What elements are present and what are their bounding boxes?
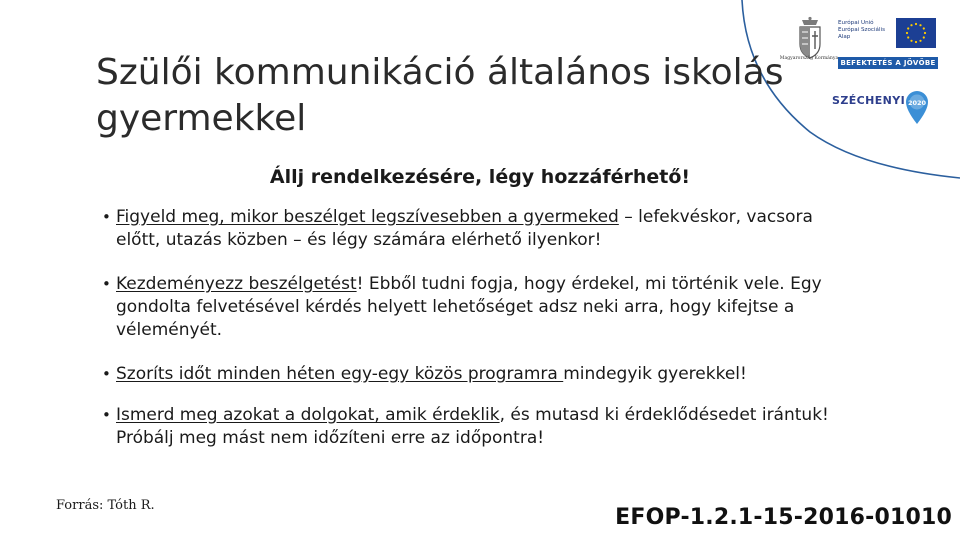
- bullet-item: [100, 363, 860, 386]
- slide-subtitle: Állj rendelkezésére, légy hozzáférhető!: [269, 166, 691, 188]
- bullet-item: [100, 206, 860, 252]
- bullet-text: – lefekvéskor, vacsora előtt, utazás közben – és légy számára elérhető ilyenkor!: [116, 207, 813, 250]
- bullet-text: mindegyik gyerekkel!: [563, 364, 747, 384]
- bullet-underlined-text: Szoríts időt minden héten egy-egy közös programra: [116, 364, 564, 384]
- szechenyi-year: 2020: [907, 99, 927, 107]
- bullet-list: [100, 206, 860, 450]
- bullet-item: [100, 404, 860, 450]
- coat-of-arms-icon: [786, 16, 834, 78]
- szechenyi-pin-icon: [902, 88, 932, 126]
- bullet-underlined-text: Kezdeményezz beszélgetést: [116, 274, 357, 294]
- eu-flag-icon: [896, 18, 936, 48]
- bullet-text: ! Ebből tudni fogja, hogy érdekel, mi történik vele. Egy gondolta felvetésével kérdés helyett lehetőséget adsz neki arra, hogy kifejtse a véleményét.: [116, 274, 822, 340]
- bullet-item: [100, 273, 860, 342]
- invest-banner: BEFEKTETÉS A JÖVŐBE: [838, 57, 938, 69]
- government-label: Magyarország Kormánya: [779, 56, 839, 61]
- szechenyi-label: SZÉCHENYI: [832, 94, 906, 107]
- slide-title: Szülői kommunikáció általános iskolás gyermekkel: [96, 52, 784, 139]
- bullet-underlined-text: Ismerd meg azokat a dolgokat, amik érdeklik: [116, 405, 500, 425]
- bullet-underlined-text: Figyeld meg, mikor beszélget legszívesebben a gyermeked: [116, 207, 619, 227]
- bullet-text: , és mutasd ki érdeklődésedet irántuk! Próbálj meg mást nem időzíteni erre az időpontra!: [116, 405, 829, 448]
- eu-label: Európai Unió Európai Szociális Alap: [838, 20, 885, 40]
- project-code: EFOP-1.2.1-15-2016-01010: [615, 505, 952, 530]
- source-citation: Forrás: Tóth R.: [56, 498, 155, 513]
